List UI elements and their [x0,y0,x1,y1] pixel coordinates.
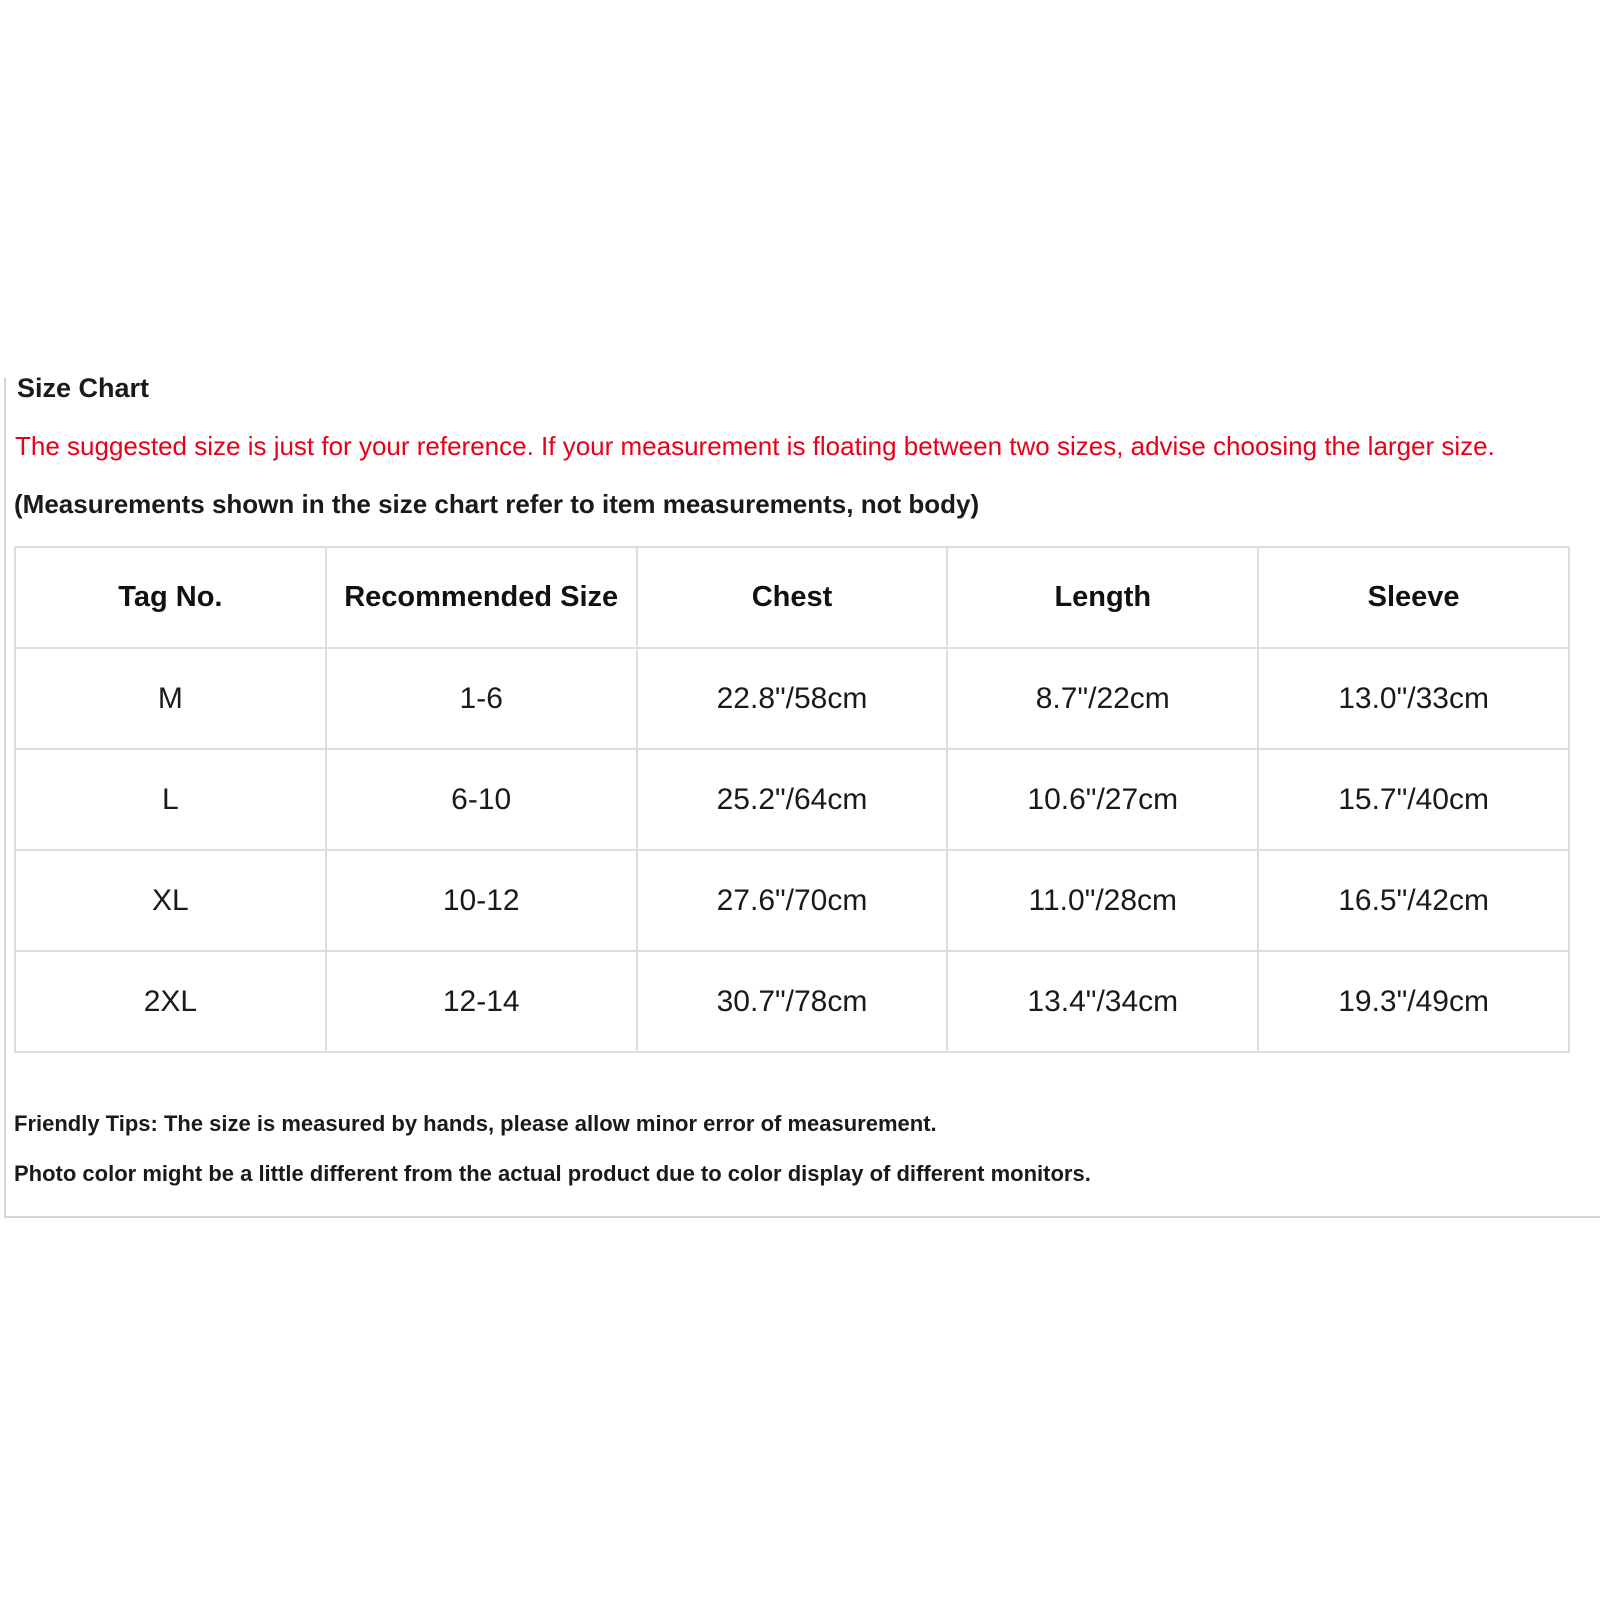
cell-tag-no: M [15,648,326,749]
friendly-tip: Friendly Tips: The size is measured by hands, please allow minor error of measurement. [14,1111,937,1136]
table-row [15,648,1569,749]
cell-tag-no: L [15,749,326,850]
cell-chest: 25.2"/64cm [637,749,948,850]
cell-length: 8.7"/22cm [947,648,1258,749]
cell-length: 11.0"/28cm [947,850,1258,951]
cell-tag-no: XL [15,850,326,951]
cell-recommended-size: 6-10 [326,749,637,850]
size-advice-note: The suggested size is just for your reference. If your measurement is floating between two sizes, advise choosing the larger size. [15,431,1495,461]
size-table [14,546,1570,1053]
cell-sleeve: 19.3"/49cm [1258,951,1569,1052]
header-length: Length [947,547,1258,648]
cell-recommended-size: 10-12 [326,850,637,951]
cell-chest: 30.7"/78cm [637,951,948,1052]
cell-length: 13.4"/34cm [947,951,1258,1052]
cell-recommended-size: 12-14 [326,951,637,1052]
table-row [15,951,1569,1052]
table-header-row [15,547,1569,648]
cell-recommended-size: 1-6 [326,648,637,749]
header-chest: Chest [637,547,948,648]
header-recommended-size: Recommended Size [326,547,637,648]
cell-tag-no: 2XL [15,951,326,1052]
table-row [15,749,1569,850]
header-sleeve: Sleeve [1258,547,1569,648]
cell-sleeve: 15.7"/40cm [1258,749,1569,850]
table-row [15,850,1569,951]
cell-length: 10.6"/27cm [947,749,1258,850]
cell-sleeve: 16.5"/42cm [1258,850,1569,951]
cell-chest: 22.8"/58cm [637,648,948,749]
measurement-note: (Measurements shown in the size chart refer to item measurements, not body) [14,489,980,519]
header-tag-no: Tag No. [15,547,326,648]
cell-chest: 27.6"/70cm [637,850,948,951]
cell-sleeve: 13.0"/33cm [1258,648,1569,749]
photo-color-tip: Photo color might be a little different from the actual product due to color display of different monitors. [14,1161,1091,1186]
page-title: Size Chart [17,373,150,403]
